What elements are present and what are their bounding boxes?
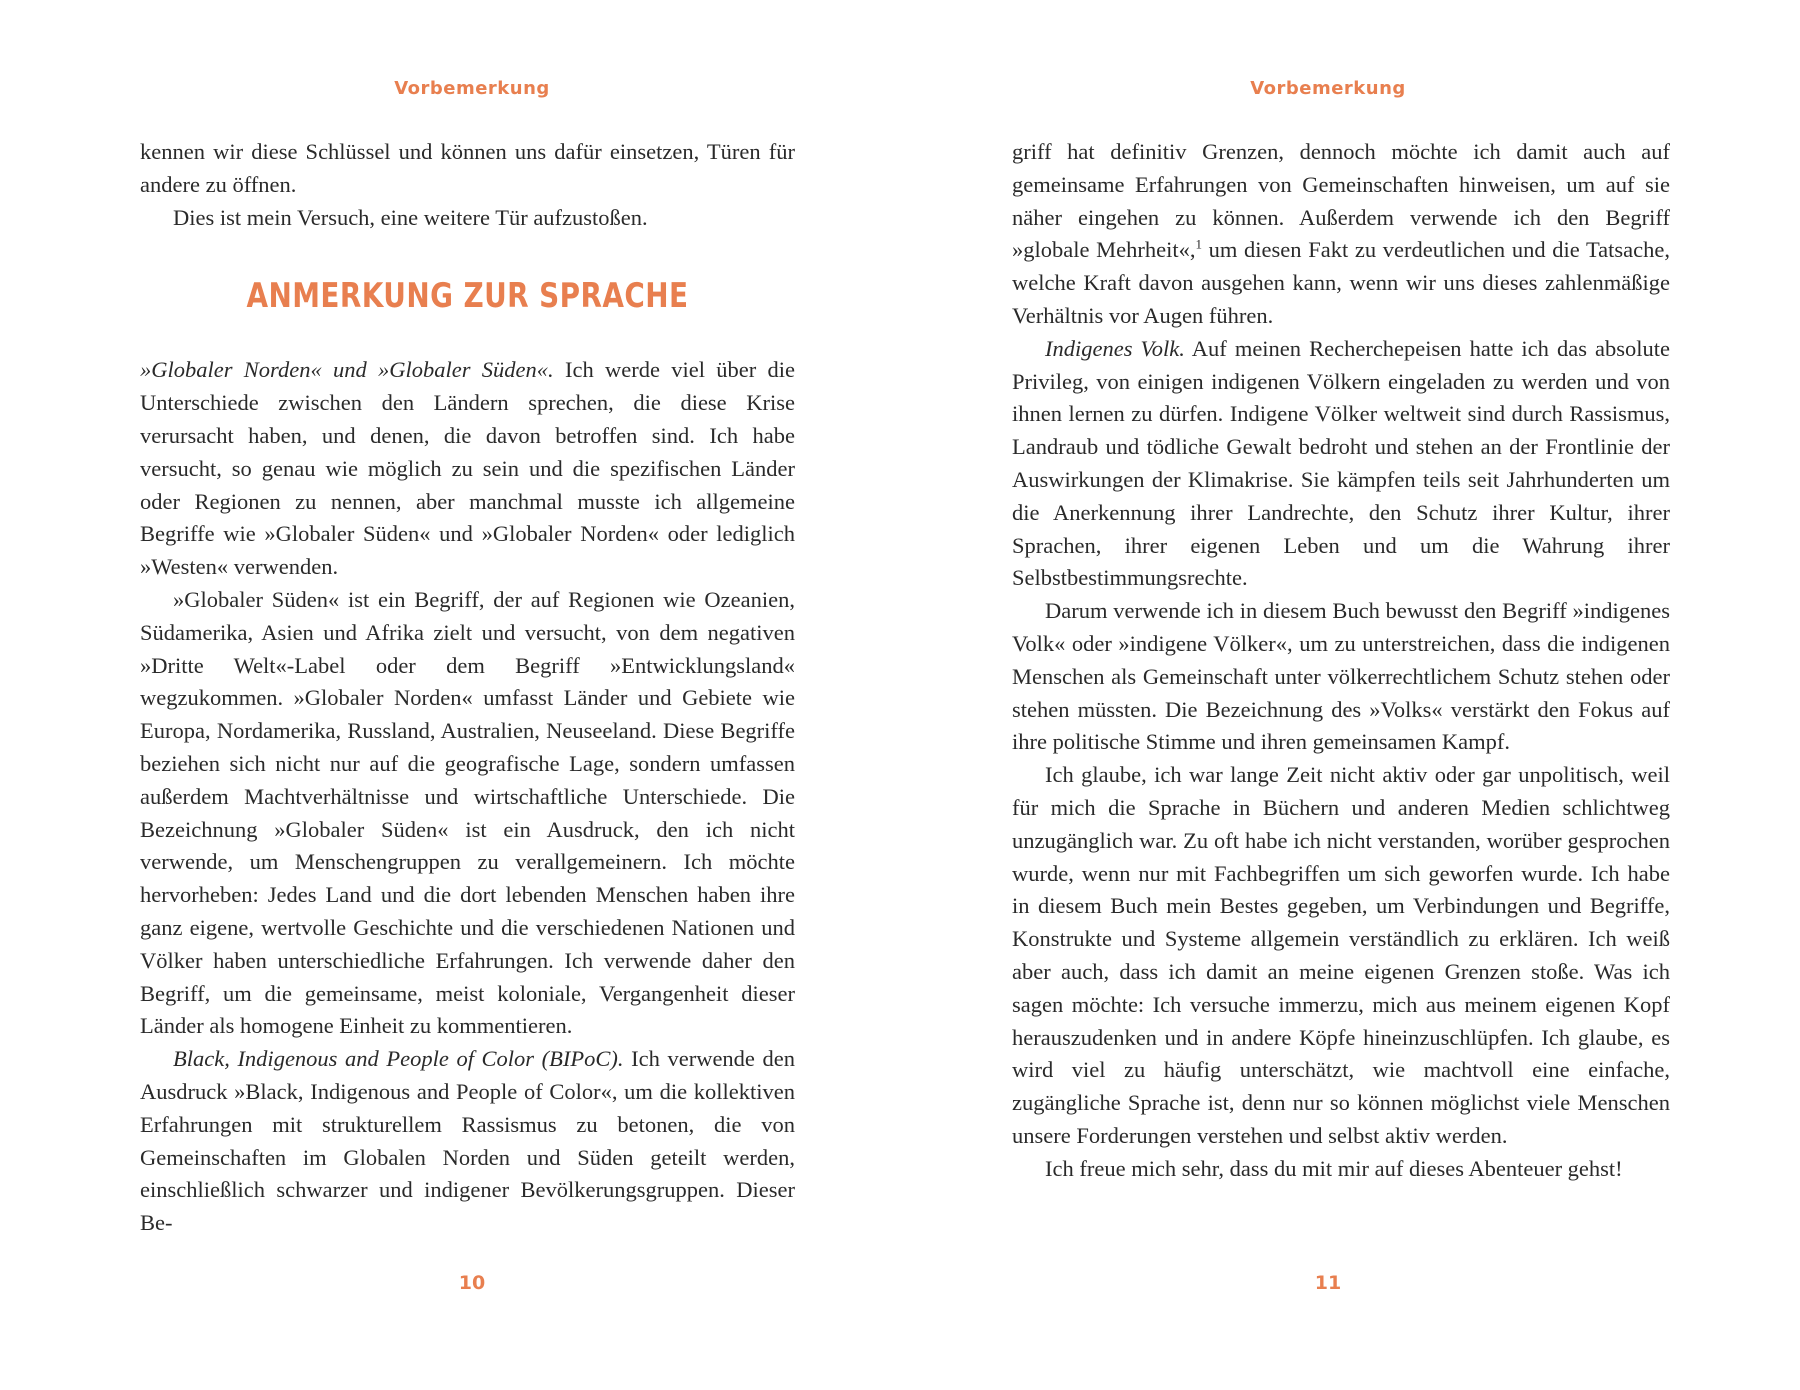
paragraph-continued: kennen wir diese Schlüssel und können uns dafür einsetzen, Türen für andere zu öffnen.	[140, 139, 795, 197]
term-indigenous: Indigenes Volk.	[1045, 335, 1185, 361]
paragraph-glaube: Ich glaube, ich war lange Zeit nicht aktiv oder gar unpolitisch, weil für mich die Sprache in Büchern und anderen Medien schlichtweg unzugänglich war. Zu oft habe ich nicht verstanden, worüber gesprochen wurde, wenn nur mit Fachbegriffen um sich geworfen wurde. Ich habe in diesem Buch mein Bestes gegeben, um Verbindungen und Begriffe, Konstrukte und Systeme allgemein verständlich zu erklären. Ich weiß aber auch, dass ich damit an meine eigenen Grenzen stoße. Was ich sagen möchte: Ich versuche immerzu, mich aus meinem eigenen Kopf herauszudenken und in andere Köpfe hineinzuschlüpfen. Ich glaube, es wird viel zu häufig unterschätzt, wie machtvoll eine einfache, zugängliche Sprache ist, denn nur so können möglichst viele Menschen unsere Forderungen verstehen und selbst aktiv werden.	[1012, 762, 1670, 1148]
paragraph-bipoc	[140, 1043, 795, 1240]
page-number: 11	[1314, 1272, 1342, 1294]
paragraph-continued-b: um diesen Fakt zu verdeutlichen und die Tatsache, welche Kraft davon ausgehen kann, wenn wir uns dieses zahlenmäßige Verhältnis vor Augen führen.	[1012, 237, 1670, 328]
body-text	[1012, 136, 1670, 1186]
paragraph-north-south-text: Ich werde viel über die Unterschiede zwischen den Ländern sprechen, die diese Krise verursacht haben, und denen, die davon betroffen sind. Ich habe versucht, so genau wie möglich zu sein und die spezifischen Länder oder Regionen zu nennen, aber manchmal musste ich allgemeine Begriffe wie »Globaler Süden« und »Globaler Norden« oder lediglich »Westen« verwenden.	[140, 357, 796, 580]
paragraph-bipoc-text: Ich verwende den Ausdruck »Black, Indigenous and People of Color«, um die kollektiven Erfahrungen mit strukturellem Rassismus zu betonen, die von Gemeinschaften im Globalen Norden und Süden geteilt werden, einschließlich schwarzer und indigener Bevölkerungsgruppen. Dieser Be-	[140, 1046, 796, 1236]
paragraph-continued	[1012, 136, 1670, 333]
paragraph-attempt: Dies ist mein Versuch, eine weitere Tür aufzustoßen.	[173, 204, 648, 230]
running-head: Vorbemerkung	[394, 78, 550, 99]
paragraph-darum: Darum verwende ich in diesem Buch bewusst den Begriff »indigenes Volk« oder »indigene Völker«, um zu unterstreichen, dass die indigenen Menschen als Gemeinschaft unter völkerrechtlichem Schutz stehen oder stehen müssten. Die Bezeichnung des »Volks« verstärkt den Fokus auf ihre politische Stimme und ihren gemeinsamen Kampf.	[1012, 598, 1670, 755]
paragraph-global-south: »Globaler Süden« ist ein Begriff, der auf Regionen wie Ozeanien, Südamerika, Asien und Afrika zielt und versucht, von dem negativen »Dritte Welt«-Label oder dem Begriff »Entwicklungsland« wegzukommen. »Globaler Norden« umfasst Länder und Gebiete wie Europa, Nordamerika, Russland, Australien, Neuseeland. Diese Begriffe beziehen sich nicht nur auf die geografische Lage, sondern umfassen außerdem Machtverhältnisse und wirtschaftliche Unterschiede. Die Bezeichnung »Globaler Süden« ist ein Ausdruck, den ich nicht verwende, um Menschengruppen zu verallgemeinern. Ich möchte hervorheben: Jedes Land und die dort lebenden Menschen haben ihre ganz eigene, wertvolle Geschichte und die verschiedenen Nationen und Völker haben unterschiedliche Erfahrungen. Ich verwende daher den Begriff, um die gemeinsame, meist koloniale, Vergangenheit dieser Länder als homogene Einheit zu kommentieren.	[140, 586, 795, 1039]
body-text	[140, 136, 795, 1240]
chapter-heading: ANMERKUNG ZUR SPRACHE	[246, 276, 689, 317]
paragraph-north-south	[140, 354, 795, 584]
footnote-mark[interactable]: 1	[1195, 236, 1202, 252]
paragraph-indigenous	[1012, 333, 1670, 595]
paragraph-continued-a: griff hat definitiv Grenzen, dennoch möchte ich damit auch auf gemeinsame Erfahrungen von Gemeinschaften hinweisen, um auf sie näher eingehen zu können. Außerdem verwende ich den Begriff »globale Mehrheit«,	[1012, 139, 1670, 263]
paragraph-freue: Ich freue mich sehr, dass du mit mir auf dieses Abenteuer gehst!	[1045, 1155, 1623, 1181]
term-north-south: »Globaler Norden« und »Globaler Süden«.	[140, 357, 554, 383]
running-head: Vorbemerkung	[1250, 78, 1406, 99]
page-number: 10	[458, 1272, 486, 1294]
paragraph-indigenous-text: Auf meinen Rechercheреisen hatte ich das absolute Privileg, von einigen indigenen Völkern eingeladen zu werden und von ihnen lernen zu dürfen. Indigene Völker weltweit sind durch Rassismus, Landraub und tödliche Gewalt bedroht und stehen an der Frontlinie der Auswirkungen der Klimakrise. Sie kämpfen teils seit Jahrhunderten um die Anerkennung ihrer Landrechte, den Schutz ihrer Kultur, ihrer Sprachen, ihrer eigenen Leben und um die Wahrung ihrer Selbstbestimmungsrechte.	[1012, 335, 1671, 591]
right-page	[900, 0, 1800, 1390]
term-bipoc: Black, Indigenous and People of Color (BIPoC).	[173, 1046, 624, 1072]
